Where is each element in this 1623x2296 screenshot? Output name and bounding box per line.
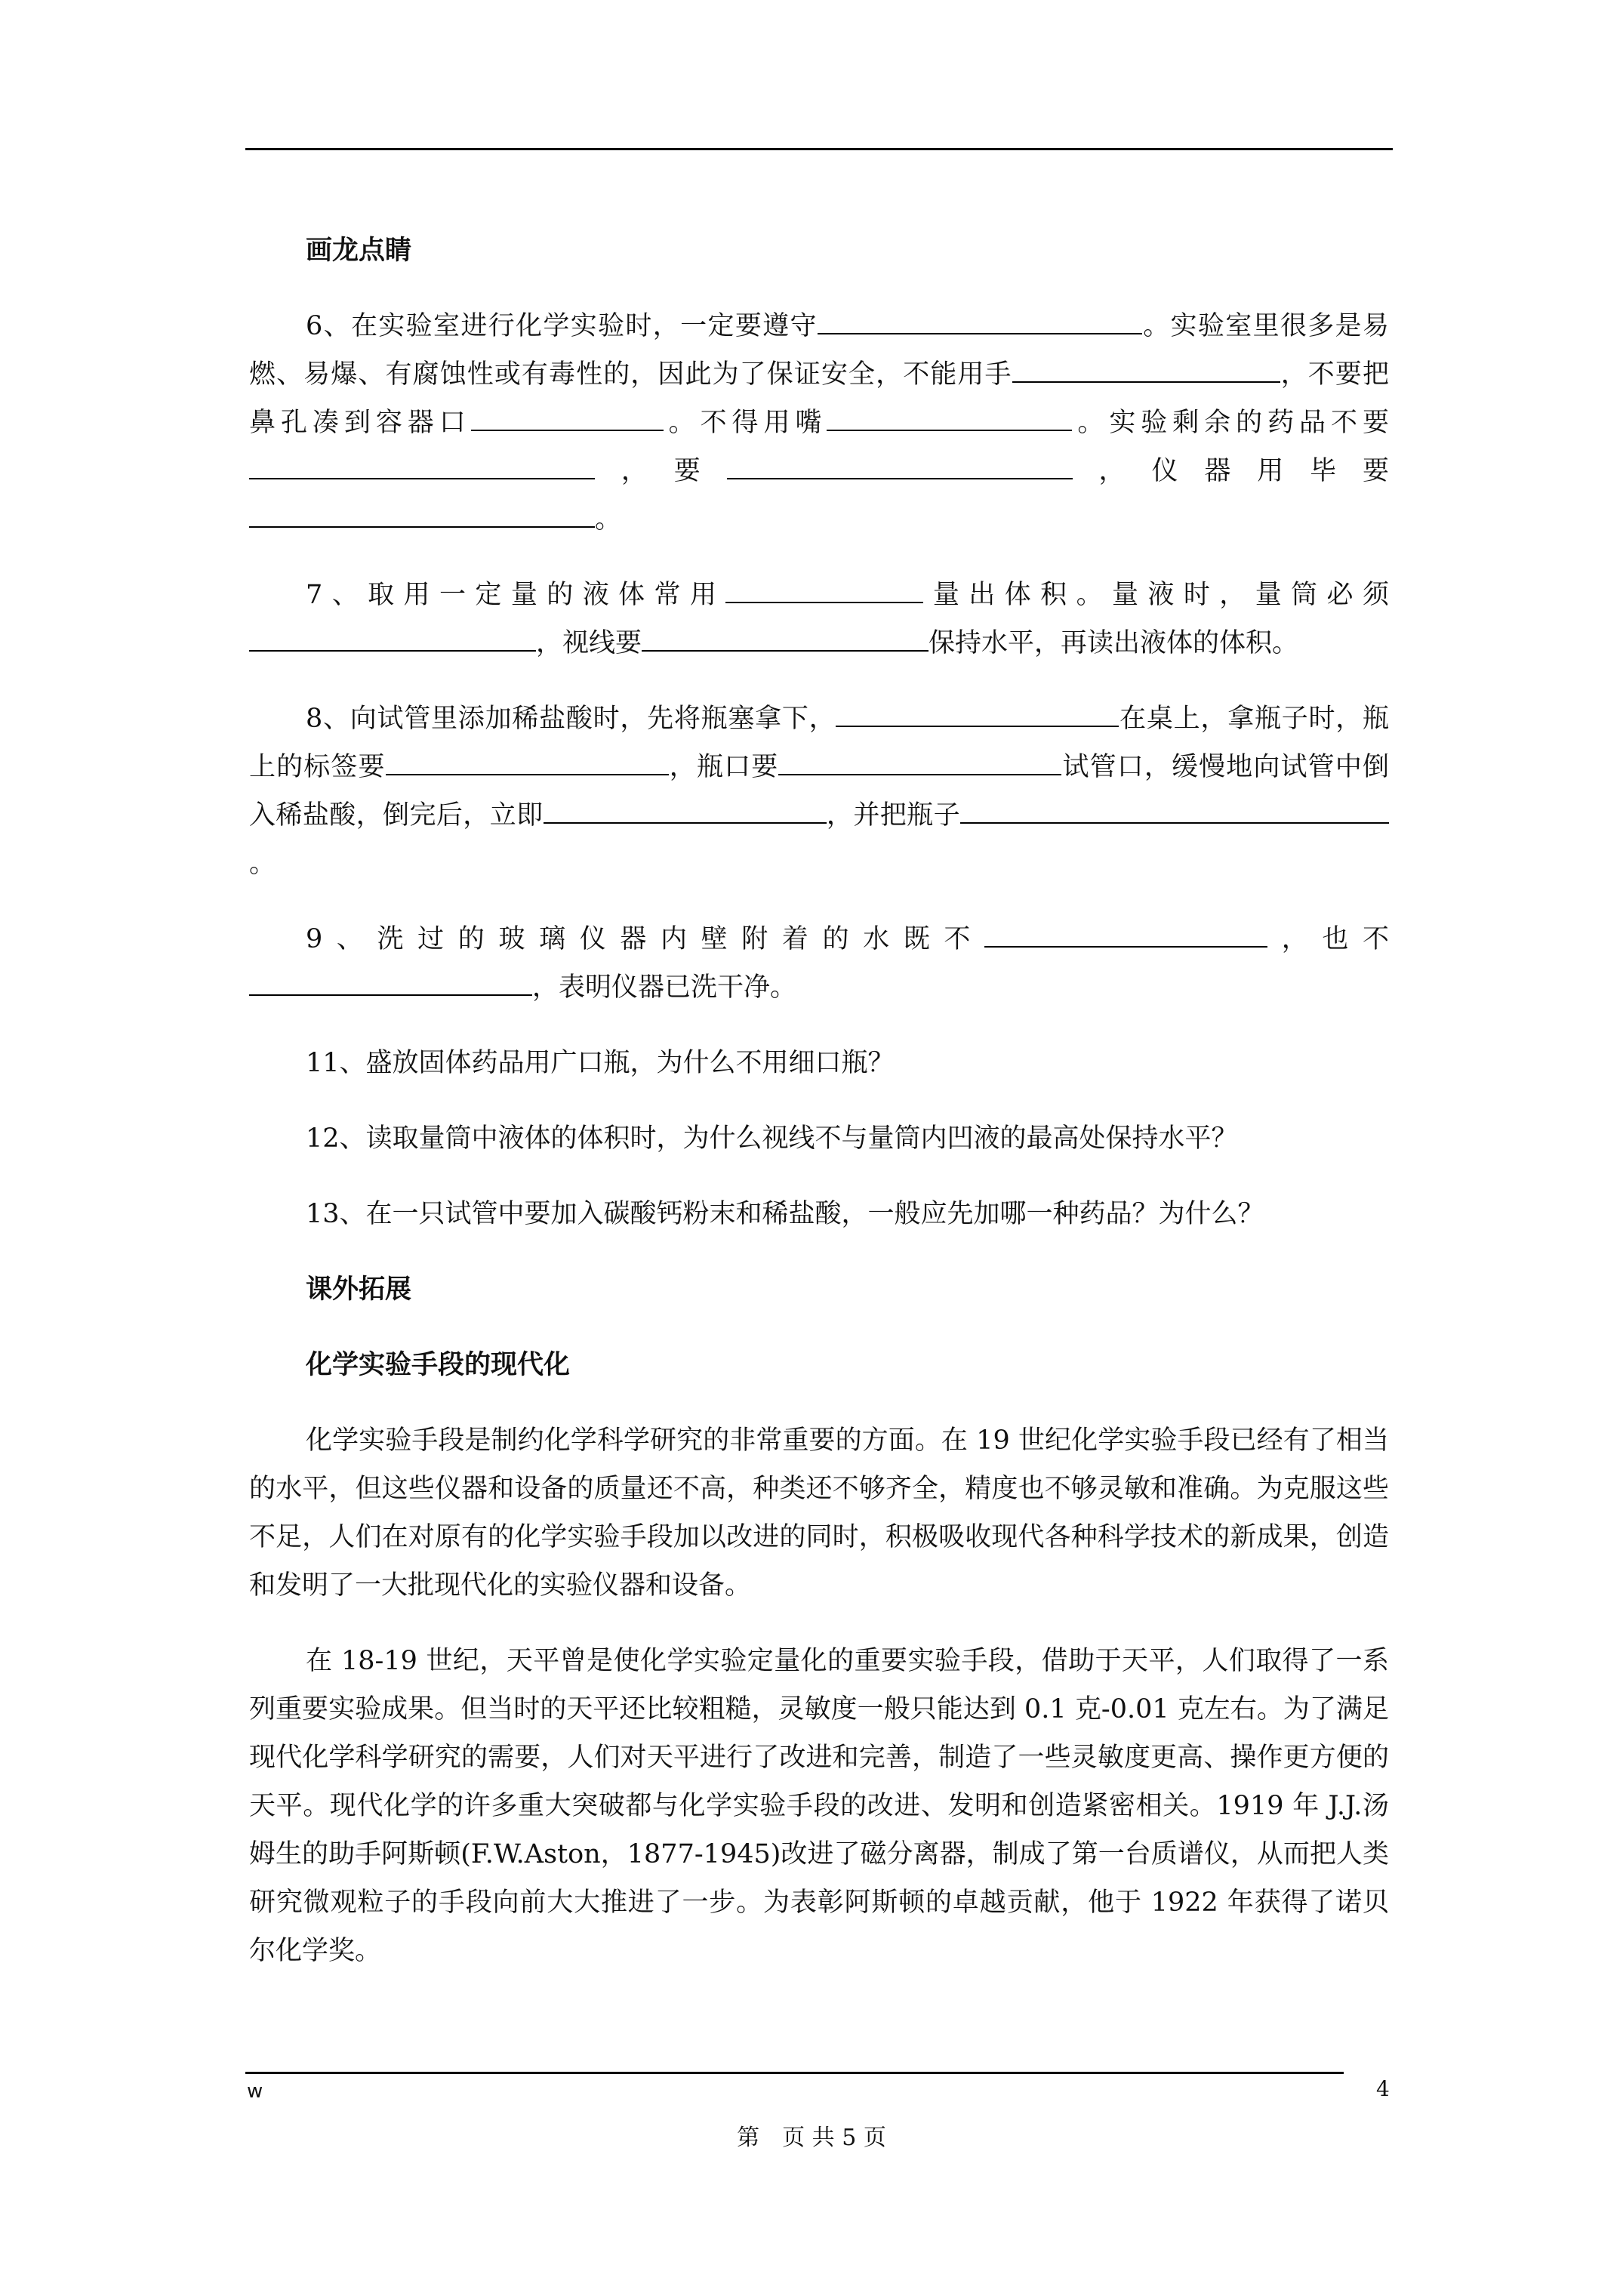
answer-blank[interactable] — [249, 455, 595, 479]
footer-mark: w — [247, 2080, 263, 2103]
article-title: 化学实验手段的现代化 — [306, 1349, 571, 1380]
question-12: 12、读取量筒中液体的体积时，为什么视线不与量筒内凹液的最高处保持水平？ — [306, 1123, 1238, 1154]
question-9: 9、洗过的玻璃仪器内壁附着的水既不 ，也不，表明仪器已洗干净。 — [249, 915, 1389, 1012]
answer-blank[interactable] — [544, 800, 827, 824]
answer-blank[interactable] — [725, 579, 923, 603]
footer-rule — [245, 2072, 1344, 2074]
answer-blank[interactable] — [471, 407, 664, 431]
answer-blank[interactable] — [984, 923, 1267, 948]
answer-blank[interactable] — [642, 627, 929, 652]
answer-blank[interactable] — [1012, 359, 1280, 383]
answer-blank[interactable] — [960, 800, 1389, 824]
section-heading: 画龙点睛 — [306, 235, 412, 266]
page-content — [249, 227, 1389, 1975]
question-13: 13、在一只试管中要加入碳酸钙粉末和稀盐酸，一般应先加哪一种药品？为什么？ — [306, 1199, 1264, 1229]
article-paragraph: 在 18-19 世纪，天平曾是使化学实验定量化的重要实验手段，借助于天平，人们取得了一系列重要实验成果。但当时的天平还比较粗糙，灵敏度一般只能达到 0.1 克-0.01 克左右。为了满足现代化学科学研究的需要，人们对天平进行了改进和完善，制造了一些灵敏度更高、操作更方便的天平。现代化学的许多重大突破都与化学实验手段的改进、发明和创造紧密相关。1919 年 J.J.汤姆生的助手阿斯顿(F.W.Aston，1877-1945)改进了磁分离器，制成了第一台质谱仪，从而把人类研究微观粒子的手段向前大大推进了一步。为表彰阿斯顿的卓越贡献，他于 1922 年获得了诺贝尔化学奖。 — [249, 1646, 1389, 1966]
answer-blank[interactable] — [778, 751, 1061, 775]
question-6: 6、在实验室进行化学实验时，一定要遵守 。实验室里很多是易燃、易爆、有腐蚀性或有毒性的，因此为了保证安全，不能用手 ，不要把鼻孔凑到容器口 。不得用嘴 。实验剩余的药品不要，要 ，仪器用毕要。 — [249, 311, 1389, 535]
article-paragraph: 化学实验手段是制约化学科学研究的非常重要的方面。在 19 世纪化学实验手段已经有了相当的水平，但这些仪器和设备的质量还不高，种类还不够齐全，精度也不够灵敏和准确。为克服这些不足，人们在对原有的化学实验手段加以改进的同时，积极吸收现代各种科学技术的新成果，创造和发明了一大批现代化的实验仪器和设备。 — [249, 1425, 1389, 1601]
answer-blank[interactable] — [818, 310, 1142, 334]
answer-blank[interactable] — [249, 504, 595, 528]
answer-blank[interactable] — [249, 627, 536, 652]
page-count-footer: 第 页 共 5 页 — [737, 2125, 886, 2151]
answer-blank[interactable] — [249, 972, 532, 996]
question-7: 7、取用一定量的液体常用 量出体积。量液时，量筒必须，视线要 保持水平，再读出液体的体积。 — [249, 571, 1389, 667]
question-8: 8、向试管里添加稀盐酸时，先将瓶塞拿下， 在桌上，拿瓶子时，瓶上的标签要 ，瓶口要 试管口，缓慢地向试管中倒入稀盐酸，倒完后，立即 ，并把瓶子。 — [249, 704, 1389, 879]
question-11: 11、盛放固体药品用广口瓶，为什么不用细口瓶？ — [306, 1048, 895, 1078]
header-rule — [245, 148, 1393, 150]
answer-blank[interactable] — [386, 751, 669, 775]
answer-blank[interactable] — [827, 407, 1072, 431]
answer-blank[interactable] — [836, 703, 1119, 727]
page-number: 4 — [1376, 2076, 1390, 2101]
answer-blank[interactable] — [727, 455, 1073, 479]
section-heading: 课外拓展 — [306, 1274, 412, 1305]
